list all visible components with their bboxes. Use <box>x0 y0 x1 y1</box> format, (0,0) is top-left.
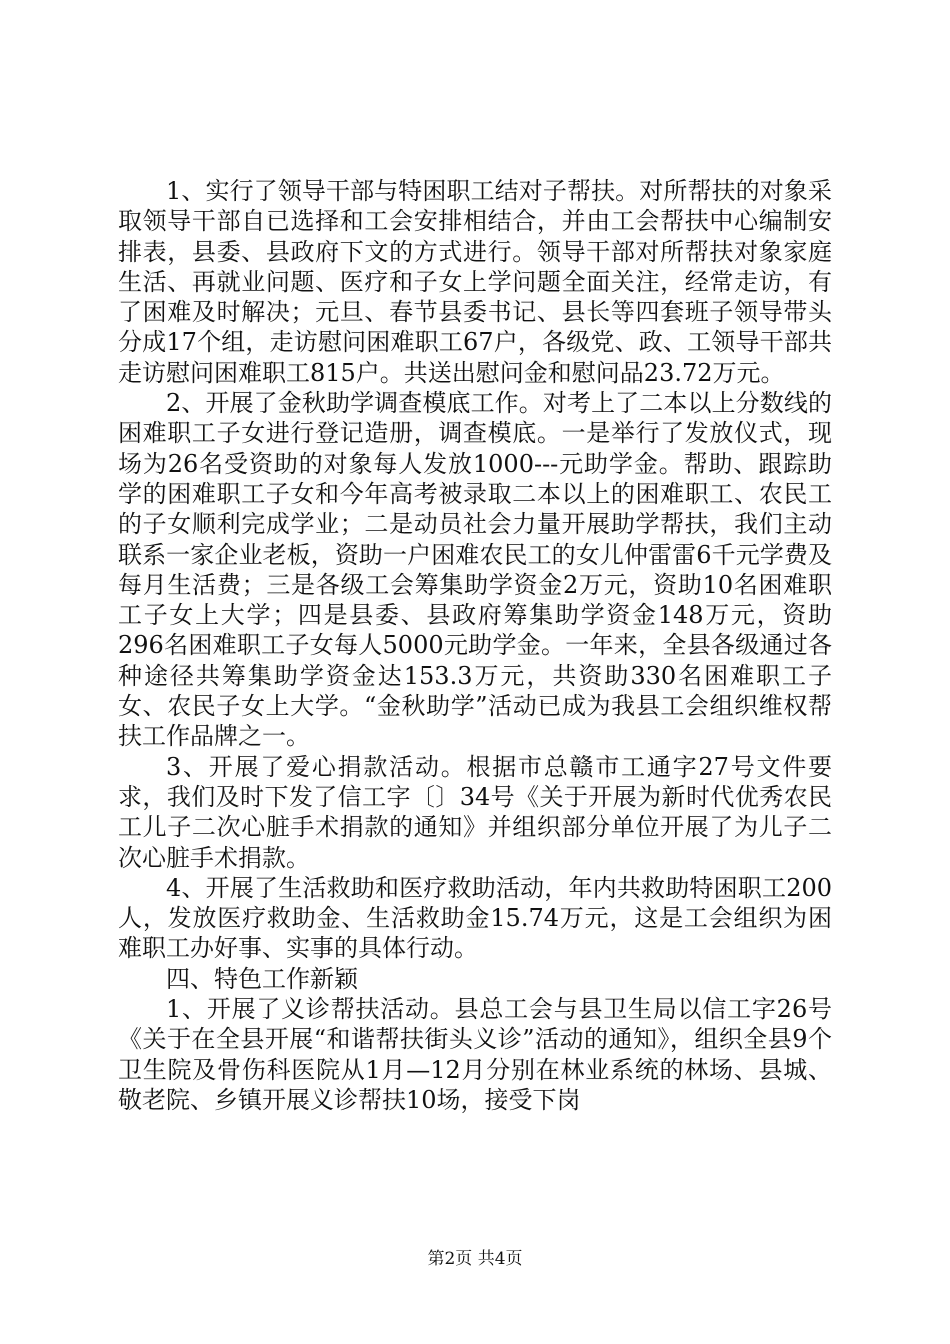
section-heading: 四、特色工作新颖 <box>166 964 358 993</box>
paragraph-donation: 3、开展了爱心捐款活动。根据市总赣市工通字27号文件要求，我们及时下发了信工字〔〕34号《关于开展为新时代优秀农民工儿子二次心脏手术捐款的通知》并组织部分单位开展了为儿子二次心脏手术捐款。 <box>118 752 832 872</box>
paragraph-free-clinic: 1、开展了义诊帮扶活动。县总工会与县卫生局以信工字26号《关于在全县开展“和谐帮扶街头义诊”活动的通知》，组织全县9个卫生院及骨伤科医院从1月—12月分别在林业系统的林场、县城、敬老院、乡镇开展义诊帮扶10场，接受下岗 <box>118 995 832 1114</box>
document-body <box>118 176 832 1115</box>
paragraph-golden-autumn-aid: 2、开展了金秋助学调查模底工作。对考上了二本以上分数线的困难职工子女进行登记造册，调查模底。一是举行了发放仪式，现场为26名受资助的对象每人发放1000---元助学金。帮助、跟踪助学的困难职工子女和今年高考被录取二本以上的困难职工、农民工的子女顺利完成学业；二是动员社会力量开展助学帮扶，我们主动联系一家企业老板，资助一户困难农民工的女儿仲雷雷6千元学费及每月生活费；三是各级工会筹集助学资金2万元，资助10名困难职工子女上大学；四是县委、县政府筹集助学资金148万元，资助296名困难职工子女每人5000元助学金。一年来，全县各级通过各种途径共筹集助学资金达153.3万元，共资助330名困难职工子女、农民子女上大学。“金秋助学”活动已成为我县工会组织维权帮扶工作品牌之一。 <box>118 389 832 751</box>
paragraph-leader-pairing: 1、实行了领导干部与特困职工结对子帮扶。对所帮扶的对象采取领导干部自已选择和工会安排相结合，并由工会帮扶中心编制安排表，县委、县政府下文的方式进行。领导干部对所帮扶对象家庭生活、再就业问题、医疗和子女上学问题全面关注，经常走访，有了困难及时解决；元旦、春节县委书记、县长等四套班子领导带头分成17个组，走访慰问困难职工67户，各级党、政、工领导干部共走访慰问困难职工815户。共送出慰问金和慰问品23.72万元。 <box>118 177 832 387</box>
paragraph-relief: 4、开展了生活救助和医疗救助活动，年内共救助特困职工200人，发放医疗救助金、生活救助金15.74万元，这是工会组织为困难职工办好事、实事的具体行动。 <box>118 873 832 963</box>
page-footer: 第2页 共4页 <box>427 1249 523 1269</box>
